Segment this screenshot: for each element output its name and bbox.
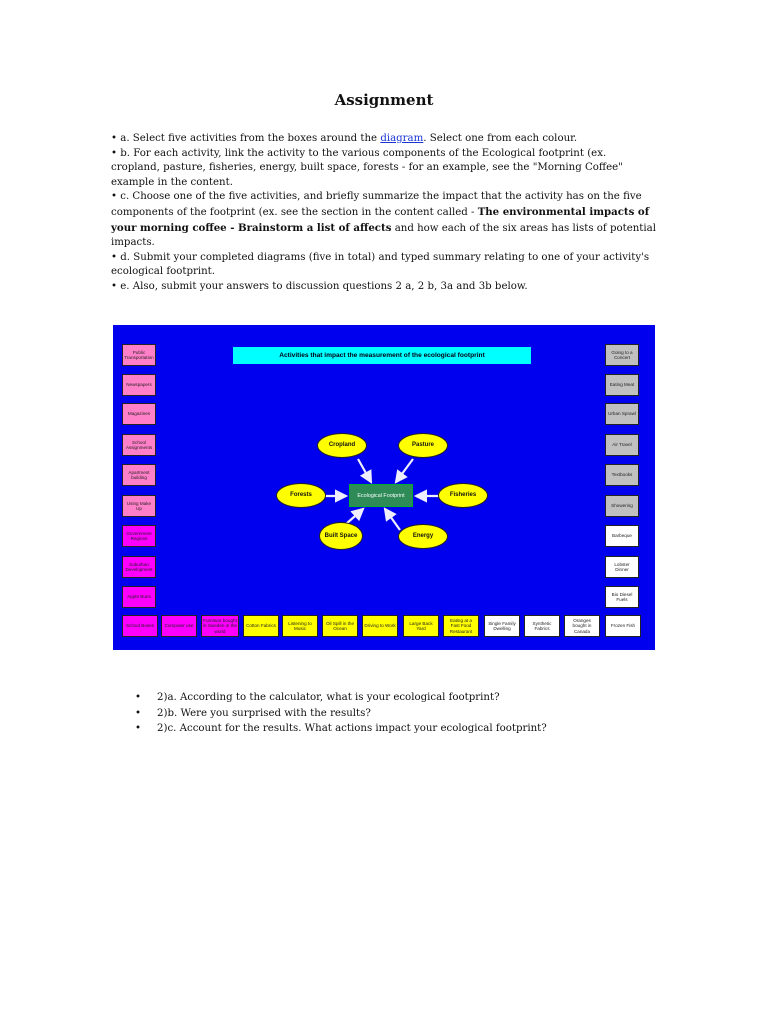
right-box: Barbeque xyxy=(605,525,639,547)
right-box: Urban Sprawl xyxy=(605,403,639,425)
bottom-box: Synthetic Fabrics xyxy=(524,615,560,637)
left-box: Government Regions xyxy=(122,525,156,547)
left-box: Using Make Up xyxy=(122,495,156,517)
left-box: Apple Buns xyxy=(122,586,156,608)
left-box: Public Transportation xyxy=(122,344,156,366)
left-box: Suburban Development xyxy=(122,556,156,578)
arrow-cropland xyxy=(358,459,371,482)
instruction-c-emphasis: The environmental impacts of your morning coffee - Brainstorm a list of affects xyxy=(111,205,650,234)
question-2a: • 2)a. According to the calculator, what is your ecological footprint? xyxy=(135,690,547,706)
right-box: Bio Diesel Fuels xyxy=(605,586,639,608)
instruction-c: • c. Choose one of the five activities, and briefly summarize the impact that the activity has on the five components of the footprint (ex. see the section in the content called - The environmental impacts of your morning coffee - Brainstorm a list of affects and how each of the six areas has lists of potential impacts. xyxy=(111,191,656,249)
arrow-built-space xyxy=(346,509,363,524)
bottom-box: Furniture bought in Sweden in the world xyxy=(201,615,239,637)
energy-node: Energy xyxy=(398,524,448,549)
fisheries-node: Fisheries xyxy=(438,483,488,508)
ecological-footprint-diagram xyxy=(113,325,655,650)
right-box: Air Travel xyxy=(605,434,639,456)
right-box: Showering xyxy=(605,495,639,517)
bottom-box: Oranges bought in Canada xyxy=(564,615,600,637)
left-box: Apartment building xyxy=(122,464,156,486)
cropland-node: Cropland xyxy=(317,433,367,458)
bottom-box: Frozen Fish xyxy=(605,615,641,637)
bottom-box: Oil Spill in the Ocean xyxy=(322,615,358,637)
right-box: Eating Meat xyxy=(605,374,639,396)
discussion-questions xyxy=(135,690,547,737)
bottom-box: Single Family Dwelling xyxy=(484,615,520,637)
bottom-box: Eating at a Fast Food Restaurant xyxy=(443,615,479,637)
question-2c: • 2)c. Account for the results. What actions impact your ecological footprint? xyxy=(135,721,547,737)
arrow-pasture xyxy=(396,459,413,482)
instruction-a: • a. Select five activities from the boxes around the diagram. Select one from each colour. xyxy=(111,133,578,144)
ecological-footprint-node: Ecological Footprint xyxy=(349,484,413,507)
assignment-instructions xyxy=(111,132,656,295)
right-box: Textbooks xyxy=(605,464,639,486)
arrow-energy xyxy=(385,509,400,530)
left-box: School Assignments xyxy=(122,434,156,456)
forests-node: Forests xyxy=(276,483,326,508)
right-box: Lobster Dinner xyxy=(605,556,639,578)
bottom-box: Listening to Music xyxy=(282,615,318,637)
bottom-box: School Buses xyxy=(122,615,158,637)
left-box: Newspapers xyxy=(122,374,156,396)
bottom-box: Large Back Yard xyxy=(403,615,439,637)
right-box: Going to a Concert xyxy=(605,344,639,366)
diagram-banner: Activities that impact the measurement of the ecological footprint xyxy=(233,347,531,364)
bottom-box: Cotton Fabrics xyxy=(243,615,279,637)
diagram-link[interactable]: diagram xyxy=(380,133,424,144)
question-2b: • 2)b. Were you surprised with the results? xyxy=(135,706,547,722)
pasture-node: Pasture xyxy=(398,433,448,458)
bottom-box: Driving to Work xyxy=(362,615,398,637)
instruction-d: • d. Submit your completed diagrams (five in total) and typed summary relating to one of your activity's ecological footprint. xyxy=(111,251,650,278)
instruction-e: • e. Also, submit your answers to discussion questions 2 a, 2 b, 3a and 3b below. xyxy=(111,280,528,292)
bottom-box: Computer use xyxy=(161,615,197,637)
left-box: Magazines xyxy=(122,403,156,425)
page-title: Assignment xyxy=(334,91,434,109)
instruction-b: • b. For each activity, link the activity to the various components of the Ecological footprint (ex. cropland, pasture, fisheries, energy, built space, forests - for an example, see the "Morning Coffee" example in the content. xyxy=(111,147,623,188)
built-space-node: Built Space xyxy=(319,522,363,550)
